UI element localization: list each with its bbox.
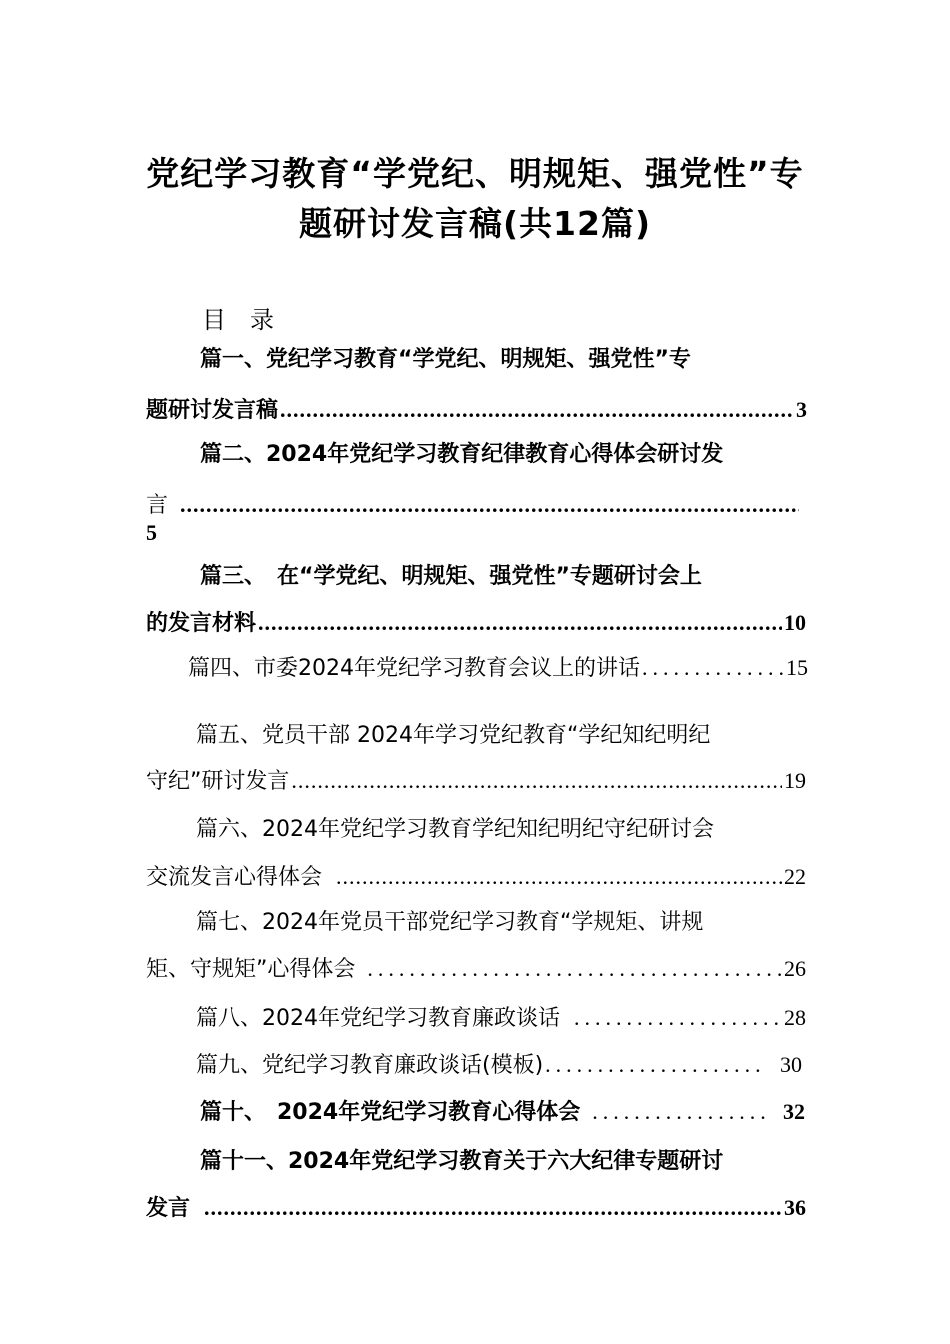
toc-entry-7-line-1[interactable]: 篇七、2024年党员干部党纪学习教育“学规矩、讲规 xyxy=(196,910,704,935)
toc-entry-9[interactable] xyxy=(196,1050,802,1080)
toc-entry-1-text: 题研讨发言稿 xyxy=(146,398,279,423)
toc-entry-11-line-1[interactable]: 篇十一、2024年党纪学习教育关于六大纪律专题研讨 xyxy=(200,1149,724,1174)
toc-entry-7-line-2[interactable] xyxy=(146,954,806,984)
toc-entry-7-page: 26 xyxy=(784,956,806,981)
toc-entry-2-page: 5 xyxy=(146,520,157,545)
toc-entry-3-line-1[interactable]: 篇三、 在“学党纪、明规矩、强党性”专题研讨会上 xyxy=(200,564,702,589)
toc-heading: 目录 xyxy=(202,306,298,334)
title-line-2: 题研讨发言稿(共12篇) xyxy=(298,204,652,243)
toc-entry-9-page: 30 xyxy=(780,1052,802,1077)
toc-entry-11-text: 发言 xyxy=(146,1196,191,1221)
toc-entry-8-page: 28 xyxy=(784,1005,806,1030)
toc-entry-1-line-1[interactable]: 篇一、党纪学习教育“学党纪、明规矩、强党性”专 xyxy=(200,347,691,372)
toc-entry-11-leader xyxy=(204,1193,782,1223)
toc-entry-2-text: 言 xyxy=(146,493,169,518)
toc-entry-4-page: 15 xyxy=(786,655,808,680)
toc-entry-10-leader xyxy=(592,1097,769,1127)
toc-entry-11-page: 36 xyxy=(784,1195,806,1220)
toc-entry-7-text: 矩、守规矩”心得体会 xyxy=(146,957,356,982)
toc-entry-1-line-2[interactable] xyxy=(146,395,807,425)
toc-entry-10-page: 32 xyxy=(783,1099,805,1124)
toc-entry-3-line-2[interactable] xyxy=(146,608,806,638)
toc-entry-9-leader xyxy=(545,1050,766,1080)
toc-entry-10[interactable] xyxy=(200,1097,805,1127)
toc-entry-1-page: 3 xyxy=(796,397,807,422)
toc-entry-6-line-2[interactable] xyxy=(146,862,806,892)
title-line-1: 党纪学习教育“学党纪、明规矩、强党性”专 xyxy=(146,154,804,193)
toc-entry-7-leader xyxy=(367,954,782,984)
toc-entry-10-text: 篇十、 2024年党纪学习教育心得体会 xyxy=(200,1100,581,1125)
toc-entry-2-leader xyxy=(180,490,799,520)
toc-entry-3-text: 的发言材料 xyxy=(146,611,257,636)
toc-entry-5-leader xyxy=(291,766,782,796)
toc-entry-6-leader xyxy=(336,862,782,892)
toc-entry-1-leader xyxy=(280,395,794,425)
toc-entry-5-page: 19 xyxy=(784,768,806,793)
toc-entry-8[interactable] xyxy=(196,1003,806,1033)
toc-entry-11-line-2[interactable] xyxy=(146,1193,806,1223)
toc-entry-2-line-1[interactable]: 篇二、2024年党纪学习教育纪律教育心得体会研讨发 xyxy=(200,442,724,467)
toc-entry-6-text: 交流发言心得体会 xyxy=(146,865,323,890)
toc-entry-4-leader xyxy=(642,653,784,683)
toc-entry-5-text: 守纪”研讨发言 xyxy=(146,769,290,794)
toc-entry-2-line-2[interactable] xyxy=(146,490,801,520)
toc-entry-3-page: 10 xyxy=(784,610,806,635)
toc-entry-4[interactable] xyxy=(188,653,808,683)
toc-entry-8-text: 篇八、2024年党纪学习教育廉政谈话 xyxy=(196,1006,560,1031)
toc-entry-3-leader xyxy=(258,608,782,638)
toc-entry-5-line-2[interactable] xyxy=(146,766,806,796)
toc-entry-9-text: 篇九、党纪学习教育廉政谈话(模板) xyxy=(196,1053,544,1078)
toc-entry-4-text: 篇四、市委2024年党纪学习教育会议上的讲话 xyxy=(188,656,640,681)
toc-entry-6-page: 22 xyxy=(784,864,806,889)
toc-entry-5-line-1[interactable]: 篇五、党员干部 2024年学习党纪教育“学纪知纪明纪 xyxy=(196,723,711,748)
toc-entry-6-line-1[interactable]: 篇六、2024年党纪学习教育学纪知纪明纪守纪研讨会 xyxy=(196,817,714,842)
toc-entry-8-leader xyxy=(574,1003,782,1033)
